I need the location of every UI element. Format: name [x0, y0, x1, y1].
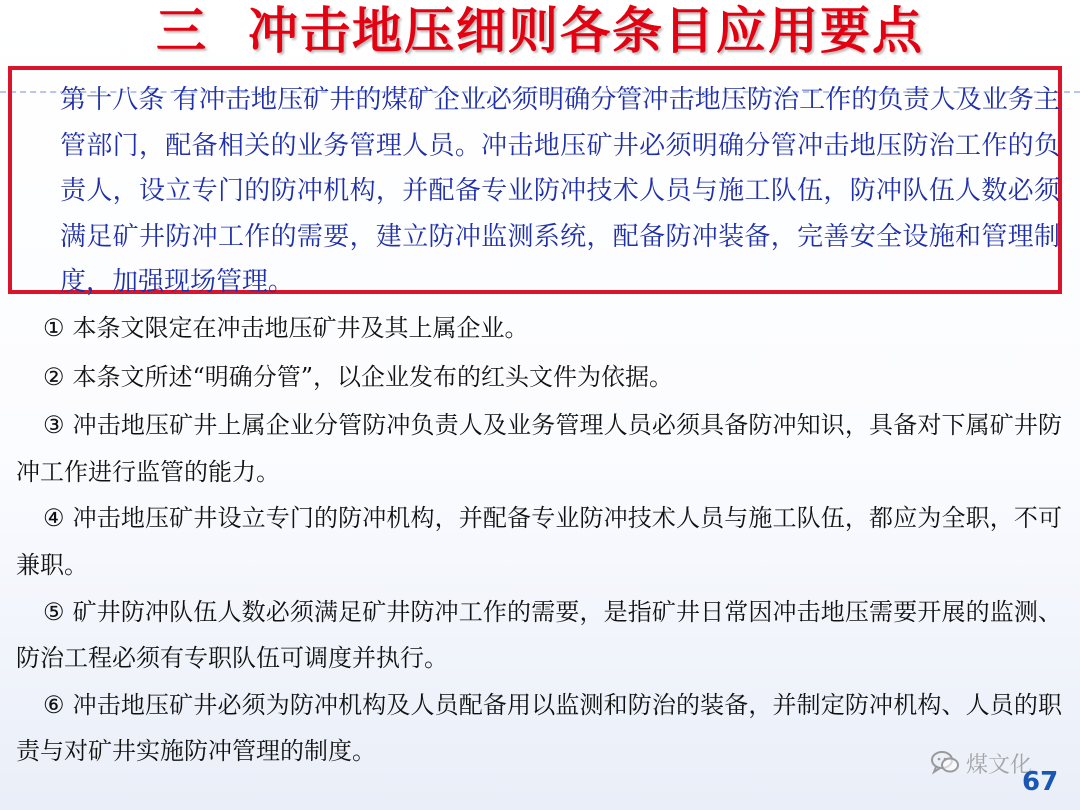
note-text: 冲击地压矿井上属企业分管防冲负责人及业务管理人员必须具备防冲知识，具备对下属矿井防冲工作进行监管的能力。	[16, 411, 1062, 486]
note-text: 冲击地压矿井必须为防冲机构及人员配备用以监测和防治的装备，并制定防冲机构、人员的职责与对矿井实施防冲管理的制度。	[16, 690, 1062, 766]
note-marker: ④	[43, 504, 65, 533]
watermark	[930, 748, 1032, 778]
note-text: 冲击地压矿井设立专门的防冲机构，并配备专业防冲技术人员与施工队伍，都应为全职，不可兼职。	[16, 504, 1062, 579]
note-item	[16, 682, 1062, 775]
note-marker: ⑥	[43, 690, 65, 719]
note-text: 矿井防冲队伍人数必须满足矿井防冲工作的需要，是指矿井日常因冲击地压需要开展的监测、防治工程必须有专职队伍可调度并执行。	[16, 597, 1062, 673]
page-number: 67	[1022, 767, 1059, 797]
section-number: 三	[156, 2, 208, 60]
note-marker: ②	[43, 362, 65, 391]
note-text: 本条文所述“明确分管”，以企业发布的红头文件为依据。	[72, 362, 674, 391]
note-marker: ①	[43, 314, 65, 342]
watermark-text: 煤文化	[966, 752, 1033, 778]
notes-list	[16, 305, 1062, 775]
note-item	[16, 402, 1062, 495]
article-box	[8, 66, 1062, 297]
article-text: 第十八条 有冲击地压矿井的煤矿企业必须明确分管冲击地压防治工作的负责人及业务主管部门，配备相关的业务管理人员。冲击地压矿井必须明确分管冲击地压防治工作的负责人，设立专门的防冲机构，并配备专业防冲技术人员与施工队伍，防冲队伍人数必须满足矿井防冲工作的需要，建立防冲监测系统，配备防冲装备，完善安全设施和管理制度，加强现场管理。	[60, 85, 1060, 297]
note-item	[16, 589, 1062, 682]
title-text: 冲击地压细则各条目应用要点	[248, 2, 924, 60]
slide-title	[0, 2, 1080, 60]
note-marker: ③	[43, 411, 65, 440]
wechat-icon	[930, 750, 960, 776]
note-item	[16, 354, 1062, 401]
note-item	[16, 305, 1062, 352]
note-text: 本条文限定在冲击地压矿井及其上属企业。	[72, 314, 529, 342]
note-item	[16, 495, 1062, 588]
note-marker: ⑤	[43, 597, 65, 626]
